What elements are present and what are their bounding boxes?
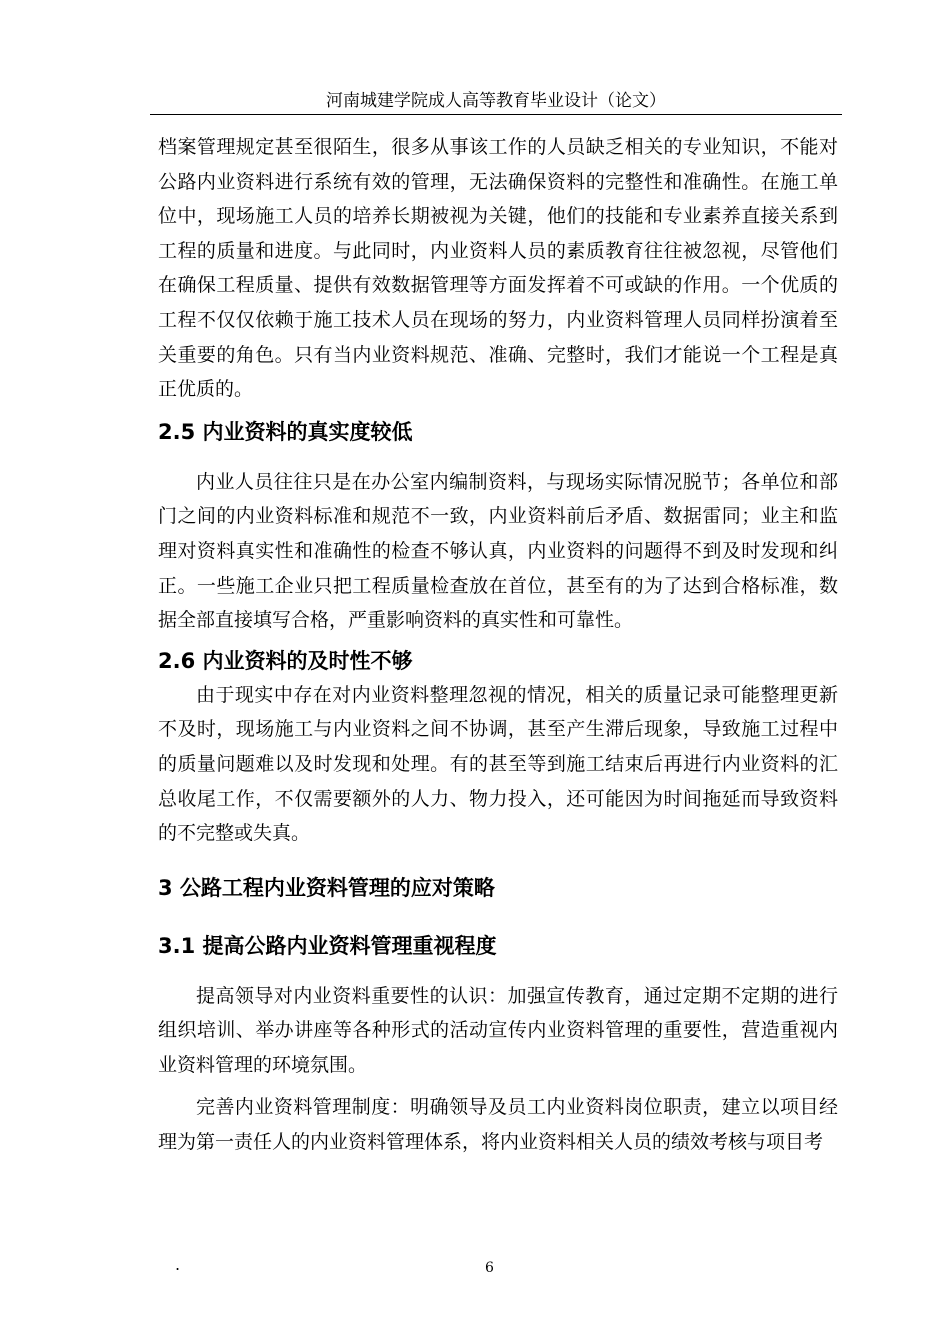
footer-mark: . bbox=[175, 1255, 181, 1274]
running-header: 河南城建学院成人高等教育毕业设计（论文） bbox=[326, 91, 666, 111]
heading-2-5: 2.5 内业资料的真实度较低 bbox=[158, 419, 413, 444]
document-body bbox=[158, 130, 838, 1160]
paragraph-2-5: 内业人员往往只是在办公室内编制资料，与现场实际情况脱节；各单位和部门之间的内业资料标准和规范不一致，内业资料前后矛盾、数据雷同；业主和监理对资料真实性和准确性的检查不够认真，内业资料的问题得不到及时发现和纠正。一些施工企业只把工程质量检查放在首位，甚至有的为了达到合格标准，数据全部直接填写合格，严重影响资料的真实性和可靠性。 bbox=[158, 470, 838, 632]
paragraph-3-1-b: 完善内业资料管理制度：明确领导及员工内业资料岗位职责，建立以项目经理为第一责任人的内业资料管理体系，将内业资料相关人员的绩效考核与项目考 bbox=[158, 1096, 838, 1154]
heading-3: 3 公路工程内业资料管理的应对策略 bbox=[158, 875, 495, 900]
header-rule bbox=[150, 114, 842, 115]
paragraph-2-6: 由于现实中存在对内业资料整理忽视的情况，相关的质量记录可能整理更新不及时，现场施工与内业资料之间不协调，甚至产生滞后现象，导致施工过程中的质量问题难以及时发现和处理。有的甚至等到施工结束后再进行内业资料的汇总收尾工作，不仅需要额外的人力、物力投入，还可能因为时间拖延而导致资料的不完整或失真。 bbox=[158, 683, 838, 845]
heading-3-1: 3.1 提高公路内业资料管理重视程度 bbox=[158, 933, 497, 958]
page-number: 6 bbox=[485, 1260, 494, 1276]
paragraph-intro: 档案管理规定甚至很陌生，很多从事该工作的人员缺乏相关的专业知识，不能对公路内业资料进行系统有效的管理，无法确保资料的完整性和准确性。在施工单位中，现场施工人员的培养长期被视为关键，他们的技能和专业素养直接关系到工程的质量和进度。与此同时，内业资料人员的素质教育往往被忽视，尽管他们在确保工程质量、提供有效数据管理等方面发挥着不可或缺的作用。一个优质的工程不仅仅依赖于施工技术人员在现场的努力，内业资料管理人员同样扮演着至关重要的角色。只有当内业资料规范、准确、完整时，我们才能说一个工程是真正优质的。 bbox=[158, 136, 838, 401]
heading-2-6: 2.6 内业资料的及时性不够 bbox=[158, 648, 413, 673]
paragraph-3-1-a: 提高领导对内业资料重要性的认识：加强宣传教育，通过定期不定期的进行组织培训、举办讲座等各种形式的活动宣传内业资料管理的重要性，营造重视内业资料管理的环境氛围。 bbox=[158, 984, 838, 1076]
